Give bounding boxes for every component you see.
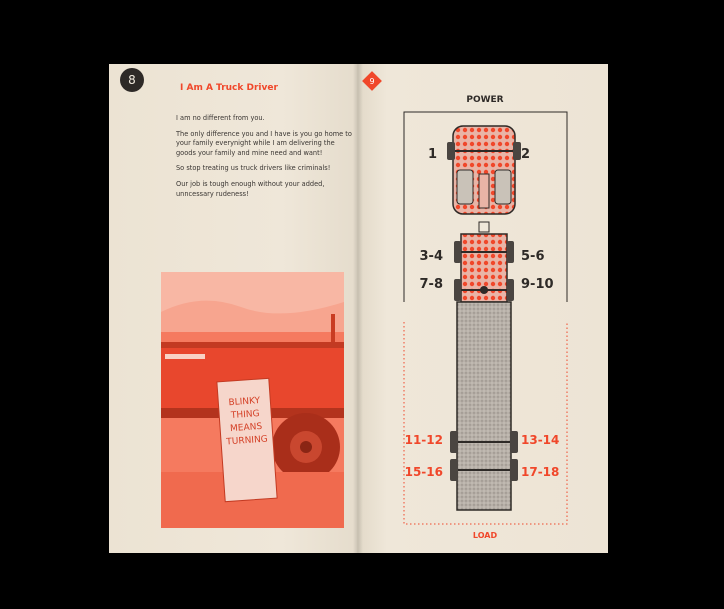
trailer <box>457 302 511 510</box>
paragraph: I am no different from you. <box>176 114 265 122</box>
truck-axle-diagram <box>357 64 608 553</box>
zine-spread <box>109 64 608 553</box>
wheel-1 <box>447 142 455 160</box>
right-page <box>357 64 608 553</box>
paragraph: The only difference you and I have is you go home to your family everynight while I am delivering the goods your family and mine need and want! <box>176 129 352 157</box>
page-number-badge-left: 8 <box>120 68 144 92</box>
wheel-2 <box>513 142 521 160</box>
paragraph: So stop treating us truck drivers like criminals! <box>176 164 331 173</box>
page-number: 9 <box>369 76 375 86</box>
load-label: LOAD <box>472 531 498 540</box>
axle-label-11-12: 11-12 <box>404 433 443 447</box>
paragraph: Our job is tough enough without your added, unncessary rudeness! <box>176 179 325 198</box>
truck-photo-illustration <box>161 272 344 528</box>
body-text <box>176 114 354 205</box>
axle-label-1: 1 <box>427 147 437 162</box>
truck-trailer-photo <box>161 272 344 528</box>
axle-label-15-16: 15-16 <box>404 465 443 479</box>
sign-line: TURNING <box>226 434 269 448</box>
axle-label-3-4: 3-4 <box>419 249 443 264</box>
page-title: I Am A Truck Driver <box>180 83 278 93</box>
axle-label-2: 2 <box>521 147 531 162</box>
sign-line: BLINKY <box>228 396 261 409</box>
power-label: POWER <box>466 95 504 105</box>
axle-label-5-6: 5-6 <box>521 249 545 264</box>
book-gutter <box>353 64 363 553</box>
axle-label-17-18: 17-18 <box>521 465 560 479</box>
left-page <box>109 64 357 553</box>
axle-label-7-8: 7-8 <box>419 277 443 292</box>
sign-line: THING <box>230 409 260 422</box>
sign-line: MEANS <box>229 421 263 435</box>
axle-label-13-14: 13-14 <box>521 433 560 447</box>
axle-label-9-10: 9-10 <box>521 277 554 292</box>
